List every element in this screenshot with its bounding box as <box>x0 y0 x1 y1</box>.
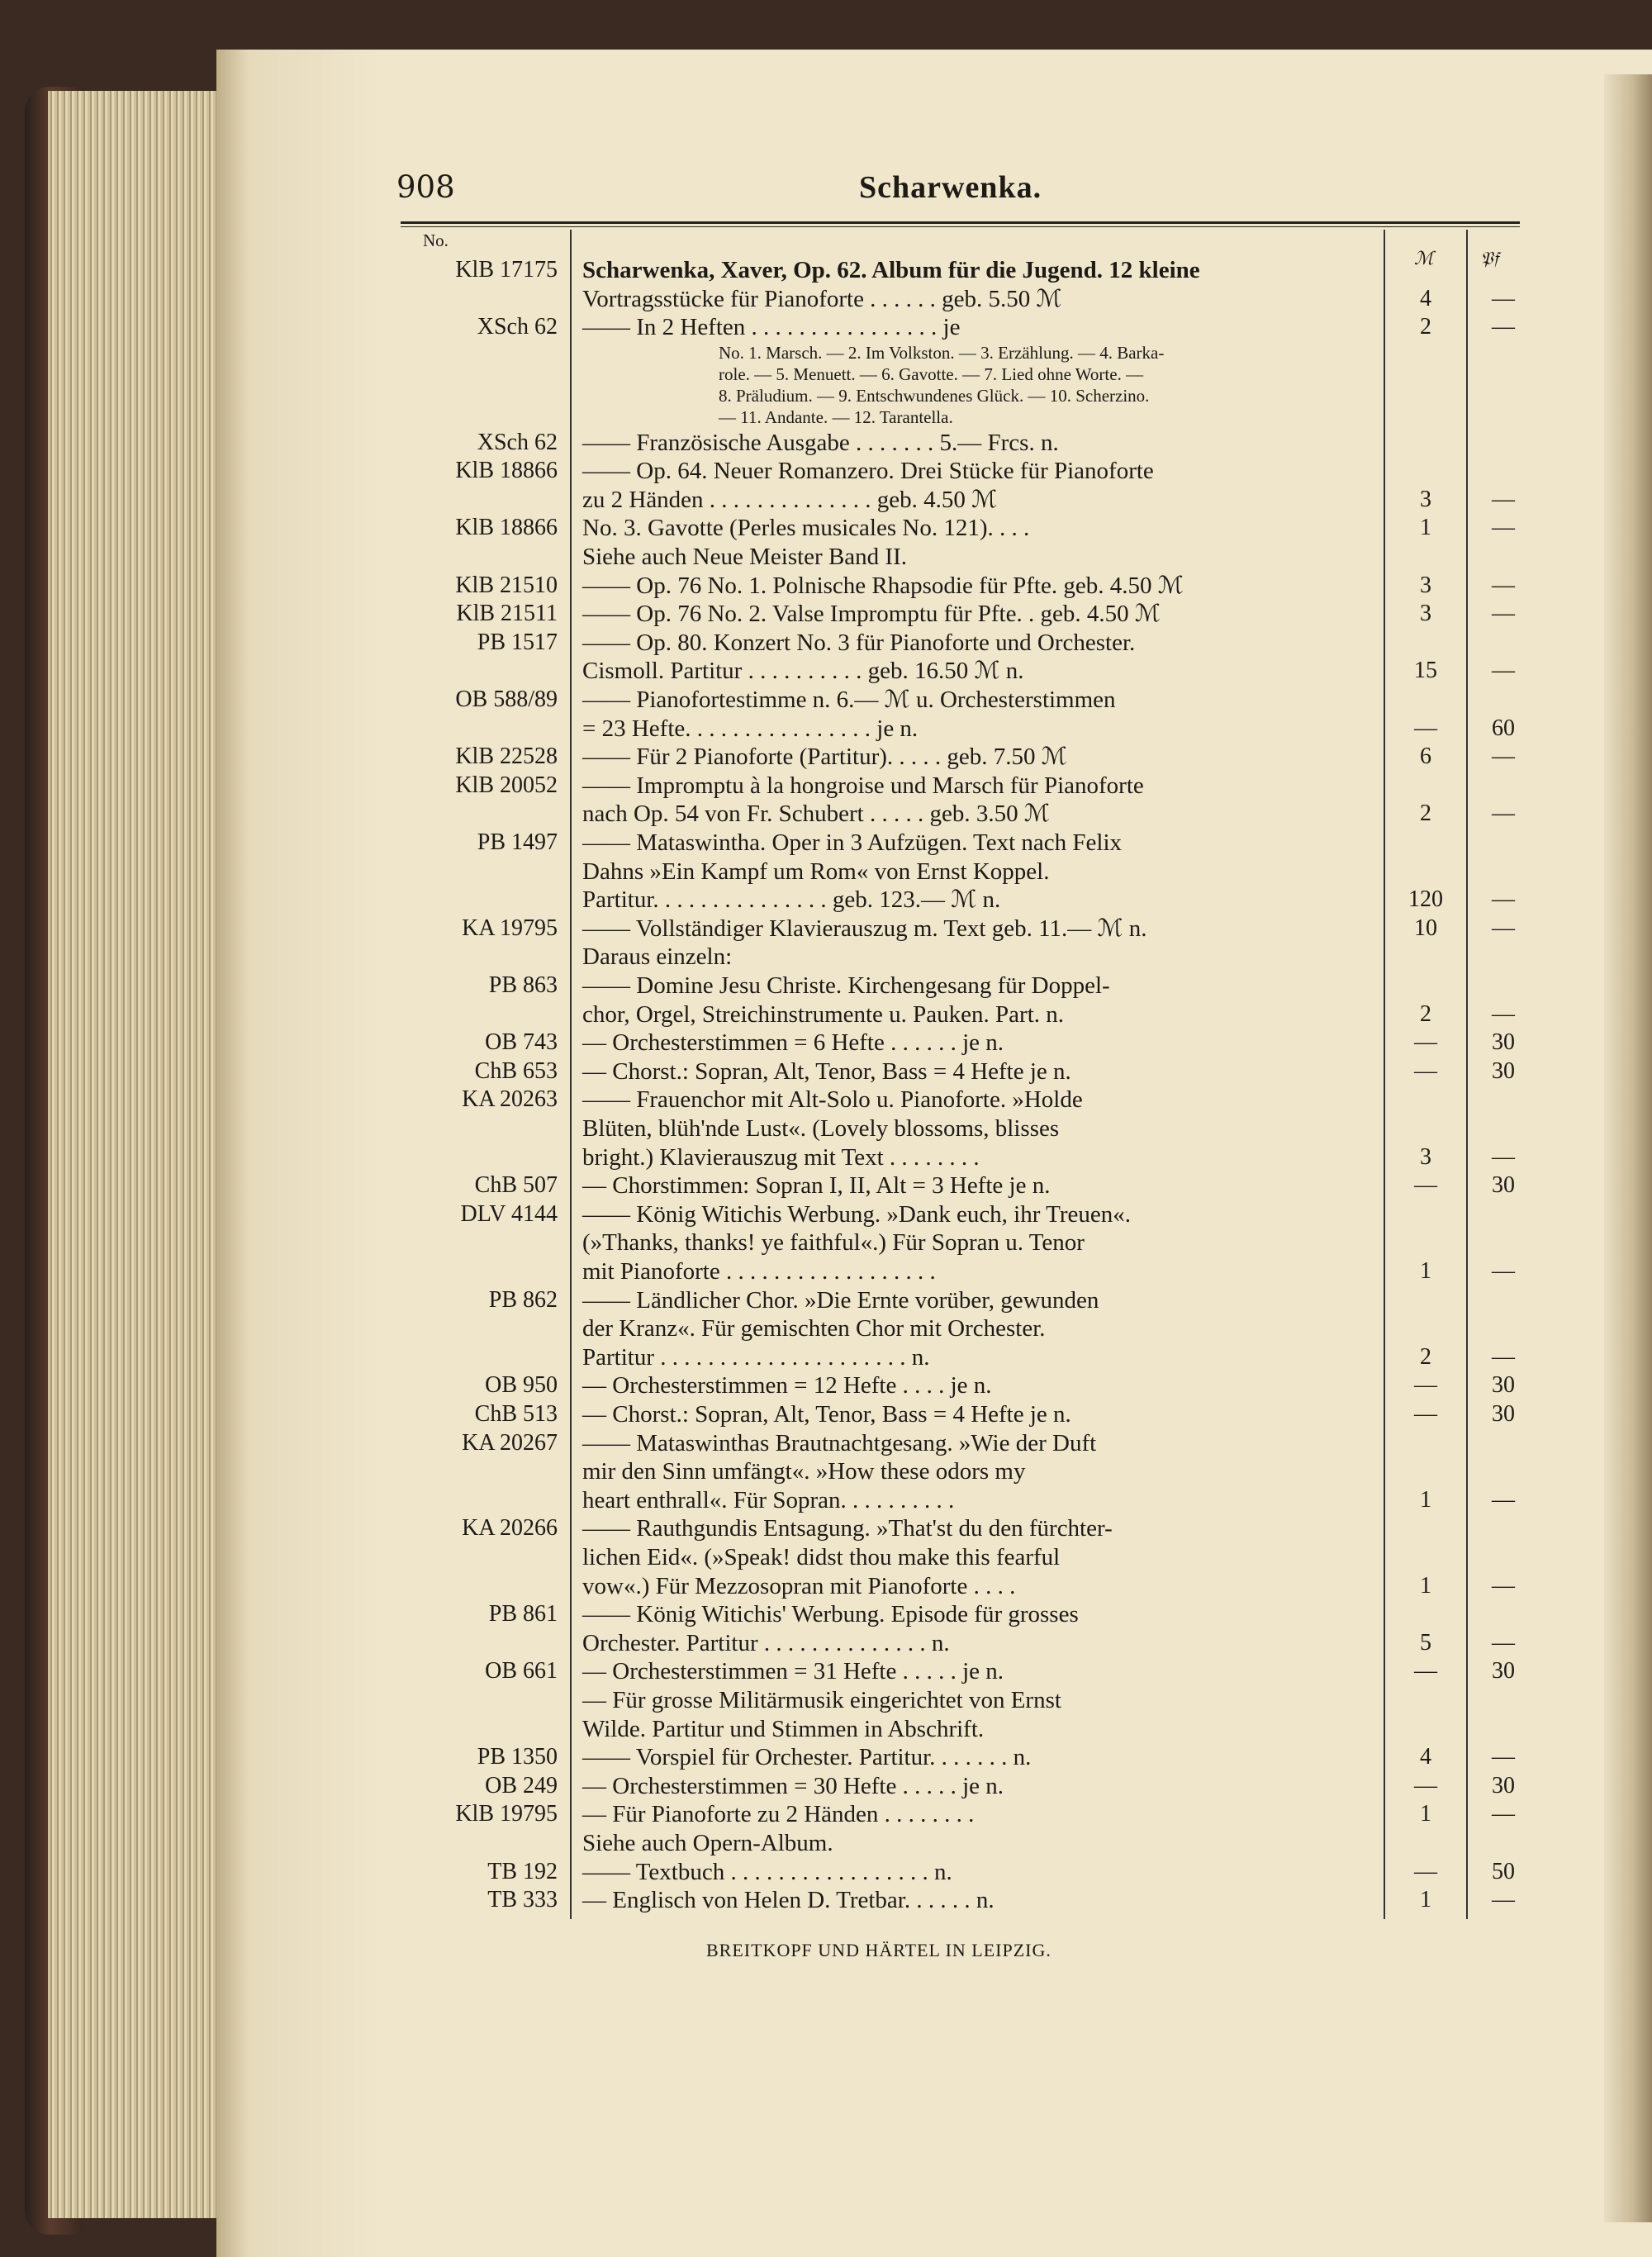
entry-text: —— Op. 76 No. 1. Polnische Rhapsodie für Pfte. geb. 4.50 ℳ <box>582 572 1184 599</box>
entry-text: Scharwenka, Xaver, Op. 62. Album für die Jugend. 12 kleine <box>582 257 1200 283</box>
entry-text: —— Domine Jesu Christe. Kirchengesang für Doppel- <box>582 972 1110 999</box>
price-pf: — <box>1492 285 1515 311</box>
price-mark: — <box>1414 1858 1437 1884</box>
contents-note: — 11. Andante. — 12. Tarantella. <box>719 407 953 428</box>
price-mark: 2 <box>1420 1000 1431 1027</box>
contents-note: role. — 5. Menuett. — 6. Gavotte. — 7. Lied ohne Worte. — <box>719 364 1144 384</box>
page-number: 908 <box>396 169 455 205</box>
price-pf: 30 <box>1492 1029 1515 1056</box>
column-divider-pf <box>1466 230 1468 1919</box>
entry-text: No. 3. Gavotte (Perles musicales No. 121). . . . <box>582 515 1030 542</box>
price-mark: 3 <box>1420 572 1431 598</box>
column-divider-no <box>570 230 572 1919</box>
entry-text: —— Impromptu à la hongroise und Marsch für Pianoforte <box>582 772 1144 799</box>
entry-number: KlB 17175 <box>455 257 558 283</box>
price-pf: — <box>1492 1801 1515 1827</box>
price-pf: — <box>1492 1629 1515 1656</box>
price-mark: 3 <box>1420 486 1431 512</box>
price-pf: — <box>1492 915 1515 941</box>
price-mark: — <box>1414 1057 1437 1084</box>
entry-number: KA 20263 <box>462 1086 558 1113</box>
entry-text: —— Vorspiel für Orchester. Partitur. . . . . . . n. <box>582 1744 1032 1771</box>
price-pf: 30 <box>1492 1658 1515 1684</box>
entry-text: —— Ländlicher Chor. »Die Ernte vorüber, gewunden <box>582 1286 1099 1314</box>
entry-number: DLV 4144 <box>460 1200 558 1227</box>
right-page-edge <box>1604 74 1652 2222</box>
entry-text: —— Rauthgundis Entsagung. »That'st du den fürchter- <box>582 1515 1113 1542</box>
entry-text: —— Textbuch . . . . . . . . . . . . . . . . . n. <box>582 1858 952 1885</box>
entry-text: —— Mataswintha. Oper in 3 Aufzügen. Text nach Felix <box>582 829 1123 856</box>
entry-text: nach Op. 54 von Fr. Schubert . . . . . geb. 3.50 ℳ <box>582 801 1050 828</box>
price-pf: — <box>1492 1343 1515 1370</box>
entry-text: vow«.) Für Mezzosopran mit Pianoforte . . . . <box>582 1572 1016 1599</box>
entry-number: PB 861 <box>488 1601 558 1627</box>
price-mark: — <box>1414 1029 1437 1056</box>
entry-number: PB 1517 <box>477 629 558 655</box>
price-mark: 1 <box>1420 1572 1431 1599</box>
price-pf: — <box>1492 1258 1515 1284</box>
entry-number: KlB 19795 <box>455 1801 558 1827</box>
pf-column-header: 𝔓𝔣 <box>1480 248 1499 268</box>
entry-number: KlB 21511 <box>456 601 558 627</box>
entry-text: lichen Eid«. (»Speak! didst thou make this fearful <box>582 1544 1061 1570</box>
entry-number: ChB 653 <box>474 1057 558 1084</box>
price-pf: — <box>1492 601 1515 627</box>
entry-text: Dahns »Ein Kampf um Rom« von Ernst Koppel. <box>582 858 1050 885</box>
price-mark: — <box>1414 715 1437 741</box>
entry-number: TB 192 <box>487 1858 558 1884</box>
entry-number: KA 20267 <box>462 1429 558 1456</box>
entry-text: — Chorst.: Sopran, Alt, Tenor, Bass = 4 Hefte je n. <box>582 1057 1071 1085</box>
price-pf: 30 <box>1492 1372 1515 1399</box>
entry-text: — Für Pianoforte zu 2 Händen . . . . . . . . <box>582 1801 975 1828</box>
entry-text: Partitur . . . . . . . . . . . . . . . . . . . . . n. <box>582 1343 930 1371</box>
price-mark: 5 <box>1420 1629 1431 1656</box>
entry-number: OB 588/89 <box>455 687 558 712</box>
price-mark: 1 <box>1420 1887 1431 1913</box>
price-mark: 2 <box>1420 314 1431 340</box>
price-mark: — <box>1414 1172 1437 1199</box>
entry-text: Blüten, blüh'nde Lust«. (Lovely blossoms, blisses <box>582 1115 1060 1142</box>
price-pf: — <box>1492 1000 1515 1027</box>
entry-text: —— König Witichis Werbung. »Dank euch, ihr Treuen«. <box>582 1200 1131 1228</box>
entry-number: ChB 513 <box>474 1401 558 1427</box>
price-mark: — <box>1414 1772 1437 1798</box>
entry-number: KA 20266 <box>462 1515 558 1542</box>
entry-number: KlB 20052 <box>455 772 558 798</box>
price-mark: 10 <box>1414 915 1437 941</box>
mark-column-header: ℳ <box>1414 248 1434 268</box>
entry-text: mir den Sinn umfängt«. »How these odors my <box>582 1458 1026 1485</box>
entry-text: —— In 2 Heften . . . . . . . . . . . . . . . . je <box>582 314 961 341</box>
entry-text: — Orchesterstimmen = 6 Hefte . . . . . . je n. <box>582 1029 1004 1057</box>
entry-text: Cismoll. Partitur . . . . . . . . . . geb. 16.50 ℳ n. <box>582 658 1024 685</box>
price-mark: 120 <box>1408 886 1443 913</box>
entry-text: — Orchesterstimmen = 31 Hefte . . . . . je n. <box>582 1658 1004 1685</box>
entry-text: zu 2 Händen . . . . . . . . . . . . . . geb. 4.50 ℳ <box>582 486 998 513</box>
price-mark: 6 <box>1420 744 1431 770</box>
entry-number: PB 1350 <box>477 1744 558 1770</box>
entry-text: — Orchesterstimmen = 12 Hefte . . . . je n. <box>582 1372 992 1399</box>
entry-text: —— Französische Ausgabe . . . . . . . 5.— Frcs. n. <box>582 429 1059 456</box>
entry-text: = 23 Hefte. . . . . . . . . . . . . . . . je n. <box>582 715 919 742</box>
entry-text: Vortragsstücke für Pianoforte . . . . . . geb. 5.50 ℳ <box>582 285 1062 312</box>
entry-number: PB 863 <box>488 972 558 998</box>
entry-text: —— Mataswinthas Brautnachtgesang. »Wie der Duft <box>582 1429 1097 1456</box>
entry-number: OB 249 <box>485 1772 558 1798</box>
column-divider-mark <box>1384 230 1385 1919</box>
no-column-header: No. <box>423 230 449 250</box>
price-mark: 3 <box>1420 1143 1431 1170</box>
price-pf: — <box>1492 486 1515 512</box>
price-mark: 2 <box>1420 801 1431 827</box>
entry-text: Wilde. Partitur und Stimmen in Abschrift. <box>582 1715 985 1742</box>
entry-text: — Englisch von Helen D. Tretbar. . . . . . n. <box>582 1887 995 1914</box>
price-mark: 2 <box>1420 1343 1431 1370</box>
price-pf: — <box>1492 744 1515 770</box>
price-pf: — <box>1492 314 1515 340</box>
entry-text: — Chorstimmen: Sopran I, II, Alt = 3 Hefte je n. <box>582 1172 1051 1200</box>
price-pf: 30 <box>1492 1772 1515 1798</box>
price-mark: 1 <box>1420 515 1431 541</box>
price-pf: — <box>1492 1143 1515 1170</box>
price-pf: 30 <box>1492 1057 1515 1084</box>
price-mark: 3 <box>1420 601 1431 627</box>
entry-text: Siehe auch Opern-Album. <box>582 1830 833 1856</box>
price-mark: 1 <box>1420 1486 1431 1513</box>
entry-number: XSch 62 <box>477 314 558 340</box>
price-mark: — <box>1414 1372 1437 1399</box>
entry-number: OB 950 <box>485 1372 558 1399</box>
price-mark: 1 <box>1420 1801 1431 1827</box>
entry-text: —— Frauenchor mit Alt-Solo u. Pianoforte. »Holde <box>582 1086 1083 1114</box>
price-mark: 1 <box>1420 1258 1431 1284</box>
entry-text: — Für grosse Militärmusik eingerichtet von Ernst <box>582 1687 1061 1713</box>
price-mark: 4 <box>1420 285 1431 311</box>
contents-note: No. 1. Marsch. — 2. Im Volkston. — 3. Erzählung. — 4. Barka- <box>719 342 1165 363</box>
price-pf: — <box>1492 1744 1515 1770</box>
entry-text: —— Op. 64. Neuer Romanzero. Drei Stücke für Pianoforte <box>582 458 1154 485</box>
price-pf: — <box>1492 658 1515 684</box>
entry-number: KlB 18866 <box>455 458 558 484</box>
entry-number: KlB 22528 <box>455 744 558 770</box>
entry-text: Orchester. Partitur . . . . . . . . . . . . . . n. <box>582 1629 950 1656</box>
entry-text: der Kranz«. Für gemischten Chor mit Orchester. <box>582 1315 1046 1342</box>
header-rule-thin <box>401 226 1520 227</box>
price-pf: — <box>1492 515 1515 541</box>
entry-text: — Orchesterstimmen = 30 Hefte . . . . . je n. <box>582 1772 1004 1799</box>
entry-number: OB 661 <box>485 1658 558 1684</box>
entry-text: heart enthrall«. Für Sopran. . . . . . . . . . <box>582 1486 955 1513</box>
entry-text: —— Op. 76 No. 2. Valse Impromptu für Pfte. . geb. 4.50 ℳ <box>582 601 1161 628</box>
entry-text: Siehe auch Neue Meister Band II. <box>582 544 907 570</box>
price-pf: — <box>1492 572 1515 598</box>
header-rule <box>401 221 1520 224</box>
entry-text: mit Pianoforte . . . . . . . . . . . . . . . . . . <box>582 1258 936 1285</box>
price-pf: 60 <box>1492 715 1515 741</box>
price-pf: — <box>1492 1486 1515 1513</box>
price-pf: 30 <box>1492 1401 1515 1427</box>
publisher-footer: BREITKOPF UND HÄRTEL IN LEIPZIG. <box>706 1940 1051 1960</box>
entry-text: Daraus einzeln: <box>582 943 733 971</box>
entry-text: Partitur. . . . . . . . . . . . . . . geb. 123.— ℳ n. <box>582 886 1001 914</box>
entry-text: —— Für 2 Pianoforte (Partitur). . . . . geb. 7.50 ℳ <box>582 744 1067 771</box>
contents-note: 8. Präludium. — 9. Entschwundenes Glück. — 10. Scherzino. <box>719 386 1150 406</box>
entry-number: KlB 18866 <box>455 515 558 541</box>
entry-number: PB 862 <box>488 1286 558 1313</box>
entry-text: —— Pianofortestimme n. 6.— ℳ u. Orchesterstimmen <box>582 687 1116 713</box>
price-pf: 50 <box>1492 1858 1515 1884</box>
price-pf: — <box>1492 801 1515 827</box>
entry-number: KA 19795 <box>462 915 558 941</box>
price-pf: — <box>1492 1572 1515 1599</box>
entry-text: —— Vollständiger Klavierauszug m. Text geb. 11.— ℳ n. <box>582 915 1147 942</box>
price-mark: 15 <box>1414 658 1437 684</box>
entry-text: bright.) Klavierauszug mit Text . . . . . . . . <box>582 1143 980 1171</box>
price-mark: — <box>1414 1401 1437 1427</box>
entry-number: PB 1497 <box>477 829 558 855</box>
price-pf: — <box>1492 1887 1515 1913</box>
entry-text: —— Op. 80. Konzert No. 3 für Pianoforte und Orchester. <box>582 629 1136 656</box>
entry-number: OB 743 <box>485 1029 558 1056</box>
price-pf: 30 <box>1492 1172 1515 1199</box>
entry-text: — Chorst.: Sopran, Alt, Tenor, Bass = 4 Hefte je n. <box>582 1401 1071 1428</box>
price-pf: — <box>1492 886 1515 913</box>
entry-text: chor, Orgel, Streichinstrumente u. Pauken. Part. n. <box>582 1000 1065 1028</box>
entry-number: XSch 62 <box>477 429 558 455</box>
entry-text: (»Thanks, thanks! ye faithful«.) Für Sopran u. Tenor <box>582 1229 1085 1257</box>
running-title: Scharwenka. <box>859 170 1042 205</box>
entry-number: TB 333 <box>487 1887 558 1913</box>
entry-number: KlB 21510 <box>455 572 558 598</box>
entry-text: —— König Witichis' Werbung. Episode für grosses <box>582 1601 1079 1628</box>
price-mark: — <box>1414 1658 1437 1684</box>
price-mark: 4 <box>1420 1744 1431 1770</box>
entry-number: ChB 507 <box>474 1172 558 1199</box>
